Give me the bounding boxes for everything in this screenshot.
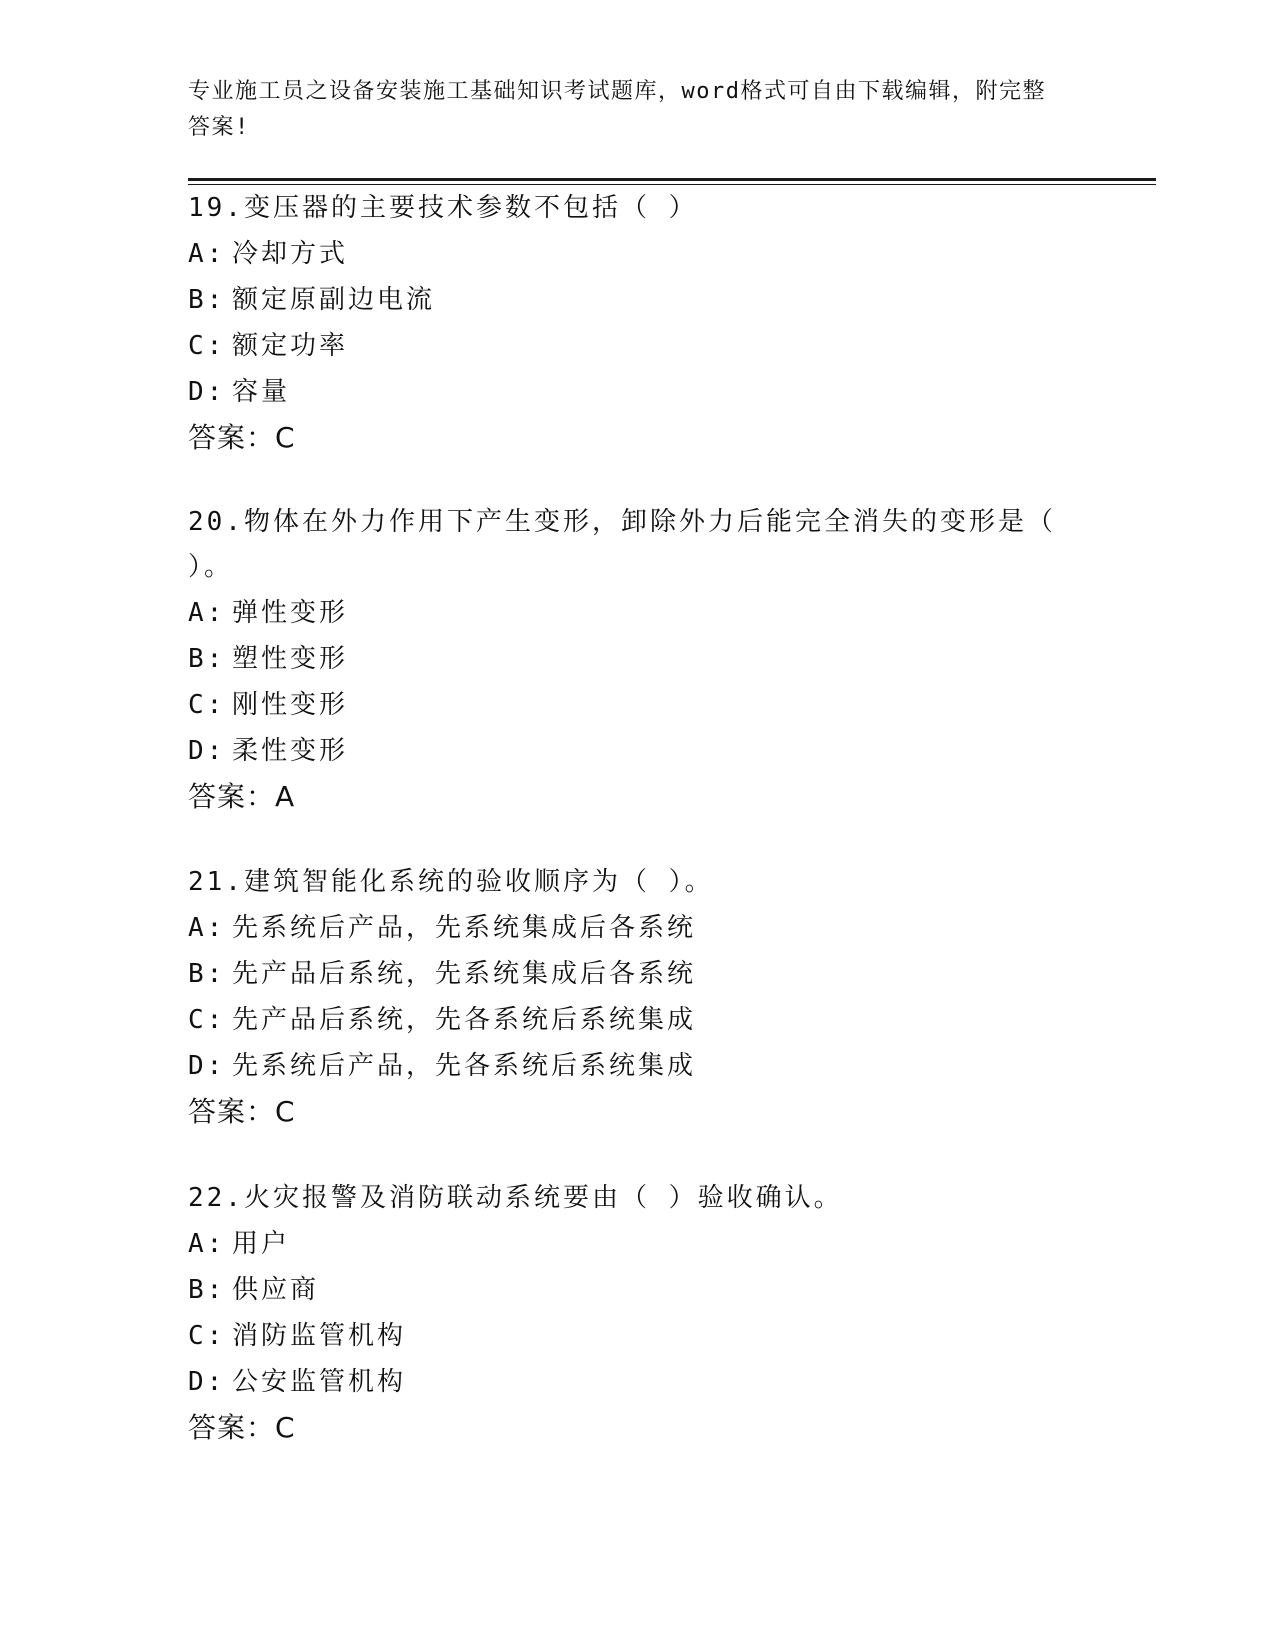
option-text: 用户 <box>232 1229 291 1259</box>
option-b <box>188 1267 1068 1313</box>
option-text: 额定功率 <box>232 331 349 361</box>
option-text: 容量 <box>232 377 291 407</box>
answer-line: 答案：C <box>188 1411 296 1444</box>
document-intro: 专业施工员之设备安装施工基础知识考试题库，word格式可自由下载编辑，附完整答案! <box>188 79 1046 140</box>
option-c <box>188 997 1068 1043</box>
option-text: 公安监管机构 <box>232 1367 407 1397</box>
question-block-22 <box>188 1176 1068 1451</box>
option-d <box>188 1359 1068 1405</box>
option-letter: C: <box>188 690 226 720</box>
option-letter: A: <box>188 239 226 269</box>
option-d <box>188 728 1068 774</box>
option-letter: A: <box>188 1229 226 1259</box>
option-text: 冷却方式 <box>232 239 349 269</box>
option-text: 消防监管机构 <box>232 1321 407 1351</box>
option-letter: C: <box>188 331 226 361</box>
option-text: 供应商 <box>232 1275 320 1305</box>
option-text: 先产品后系统，先系统集成后各系统 <box>232 959 697 989</box>
option-text: 刚性变形 <box>232 690 349 720</box>
answer-line: 答案：C <box>188 1095 296 1128</box>
question-block-21 <box>188 860 1068 1135</box>
option-text: 弹性变形 <box>232 598 349 628</box>
option-letter: A: <box>188 598 226 628</box>
option-b <box>188 636 1068 682</box>
option-letter: B: <box>188 1275 226 1305</box>
option-text: 额定原副边电流 <box>232 285 436 315</box>
option-letter: B: <box>188 644 226 674</box>
option-a <box>188 231 1068 277</box>
option-text: 先系统后产品，先系统集成后各系统 <box>232 913 697 943</box>
option-b <box>188 951 1068 997</box>
header-divider-thin <box>188 184 1156 185</box>
question-stem: 20.物体在外力作用下产生变形，卸除外力后能完全消失的变形是（ ）。 <box>188 507 1056 582</box>
question-block-19 <box>188 186 1068 461</box>
option-c <box>188 1313 1068 1359</box>
option-letter: D: <box>188 1367 226 1397</box>
question-block-20 <box>188 500 1068 820</box>
option-c <box>188 682 1068 728</box>
answer-line: 答案：A <box>188 780 296 813</box>
option-c <box>188 323 1068 369</box>
option-b <box>188 277 1068 323</box>
header-divider-thick <box>188 178 1156 181</box>
option-letter: B: <box>188 285 226 315</box>
answer-line: 答案：C <box>188 421 296 454</box>
option-a <box>188 1221 1068 1267</box>
option-letter: D: <box>188 1051 226 1081</box>
option-a <box>188 905 1068 951</box>
option-d <box>188 369 1068 415</box>
option-letter: C: <box>188 1321 226 1351</box>
option-d <box>188 1043 1068 1089</box>
option-text: 先产品后系统，先各系统后系统集成 <box>232 1005 697 1035</box>
option-letter: B: <box>188 959 226 989</box>
option-letter: C: <box>188 1005 226 1035</box>
question-stem: 19.变压器的主要技术参数不包括（ ） <box>188 193 698 223</box>
option-a <box>188 590 1068 636</box>
option-letter: D: <box>188 736 226 766</box>
option-letter: D: <box>188 377 226 407</box>
option-text: 柔性变形 <box>232 736 349 766</box>
question-stem: 21.建筑智能化系统的验收顺序为（ ）。 <box>188 867 714 897</box>
option-text: 先系统后产品，先各系统后系统集成 <box>232 1051 697 1081</box>
option-letter: A: <box>188 913 226 943</box>
option-text: 塑性变形 <box>232 644 349 674</box>
question-stem: 22.火灾报警及消防联动系统要由（ ）验收确认。 <box>188 1183 843 1213</box>
